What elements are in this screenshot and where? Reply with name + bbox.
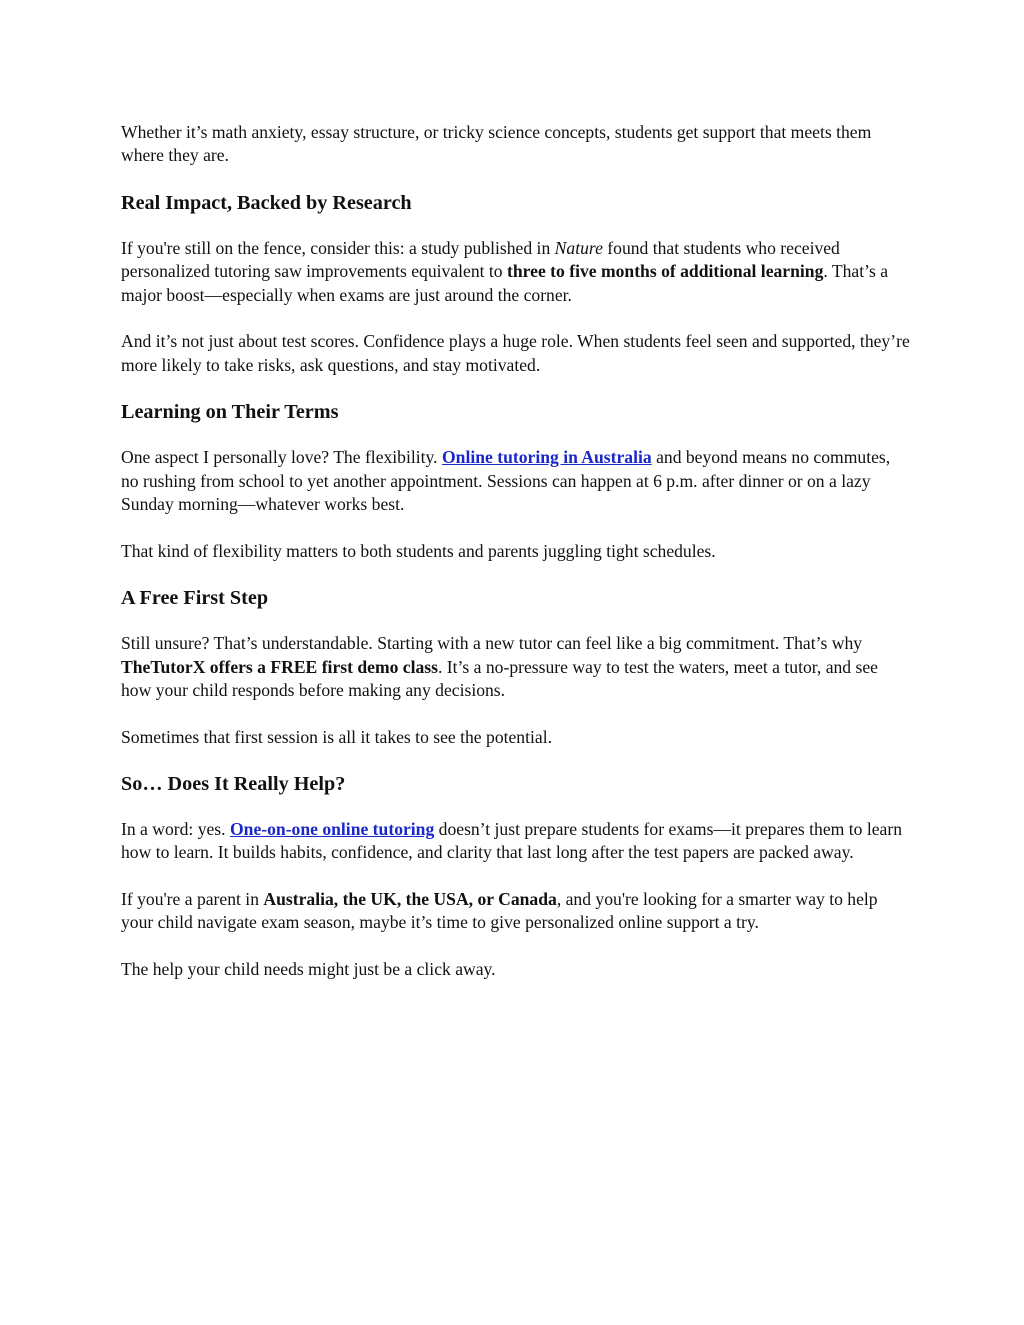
word-text-2: doesn’t just prepare students for exams—it prepares them to learn how to learn. It builds habits, confidence, and clarity that last long after the test papers are packed away. <box>121 819 902 863</box>
heading-real-impact: Real Impact, Backed by Research <box>121 191 412 214</box>
intro-paragraph: Whether it’s math anxiety, essay structure, or tricky science concepts, students get support that meets them where they are. <box>121 122 872 166</box>
unsure-text-2: . It’s a no-pressure way to test the waters, meet a tutor, and see how your child responds before making any decisions. <box>121 656 878 700</box>
online-tutoring-australia-link[interactable]: Online tutoring in Australia <box>441 447 652 468</box>
flex-text-1: One aspect I personally love? The flexibility. <box>121 447 442 468</box>
document-page <box>121 121 911 1005</box>
parent-text-1: If you're a parent in <box>121 889 264 910</box>
study-text-3: . That’s a major boost—especially when exams are just around the corner. <box>121 261 889 305</box>
heading-learning-terms: Learning on Their Terms <box>121 401 339 424</box>
study-text-1: If you're still on the fence, consider this: a study published in <box>121 237 555 258</box>
confidence-paragraph: And it’s not just about test scores. Confidence plays a huge role. When students feel seen and supported, they’re more likely to take risks, ask questions, and stay motivated. <box>121 331 910 375</box>
flexibility-matters-paragraph: That kind of flexibility matters to both students and parents juggling tight schedules. <box>121 540 716 561</box>
study-text-2: found that students who received personalized tutoring saw improvements equivalent to <box>121 237 840 282</box>
heading-free-first-step: A Free First Step <box>121 587 269 610</box>
flex-text-2: and beyond means no commutes, no rushing from school to yet another appointment. Sessions can happen at 6 p.m. after dinner or on a lazy Sunday morning—whatever works best. <box>121 447 891 514</box>
closing-paragraph: The help your child needs might just be a click away. <box>121 959 496 980</box>
unsure-text-1: Still unsure? That’s understandable. Starting with a new tutor can feel like a big commitment. That’s why <box>121 633 863 654</box>
study-highlight: three to five months of additional learning <box>507 261 824 282</box>
word-yes-paragraph <box>121 818 911 865</box>
word-text-1: In a word: yes. <box>121 819 230 840</box>
flexibility-paragraph <box>121 446 911 516</box>
free-demo-highlight: TheTutorX offers a FREE first demo class <box>121 656 438 677</box>
countries-highlight: Australia, the UK, the USA, or Canada <box>263 889 557 910</box>
heading-does-it-help: So… Does It Really Help? <box>121 773 346 796</box>
parent-paragraph <box>121 888 911 935</box>
journal-name: Nature <box>554 237 603 258</box>
study-paragraph <box>121 237 911 307</box>
one-on-one-tutoring-link[interactable]: One-on-one online tutoring <box>229 819 435 840</box>
parent-text-2: , and you're looking for a smarter way to help your child navigate exam season, maybe it’s time to give personalized online support a try. <box>121 889 878 933</box>
first-session-paragraph: Sometimes that first session is all it takes to see the potential. <box>121 726 552 747</box>
unsure-paragraph <box>121 632 911 702</box>
